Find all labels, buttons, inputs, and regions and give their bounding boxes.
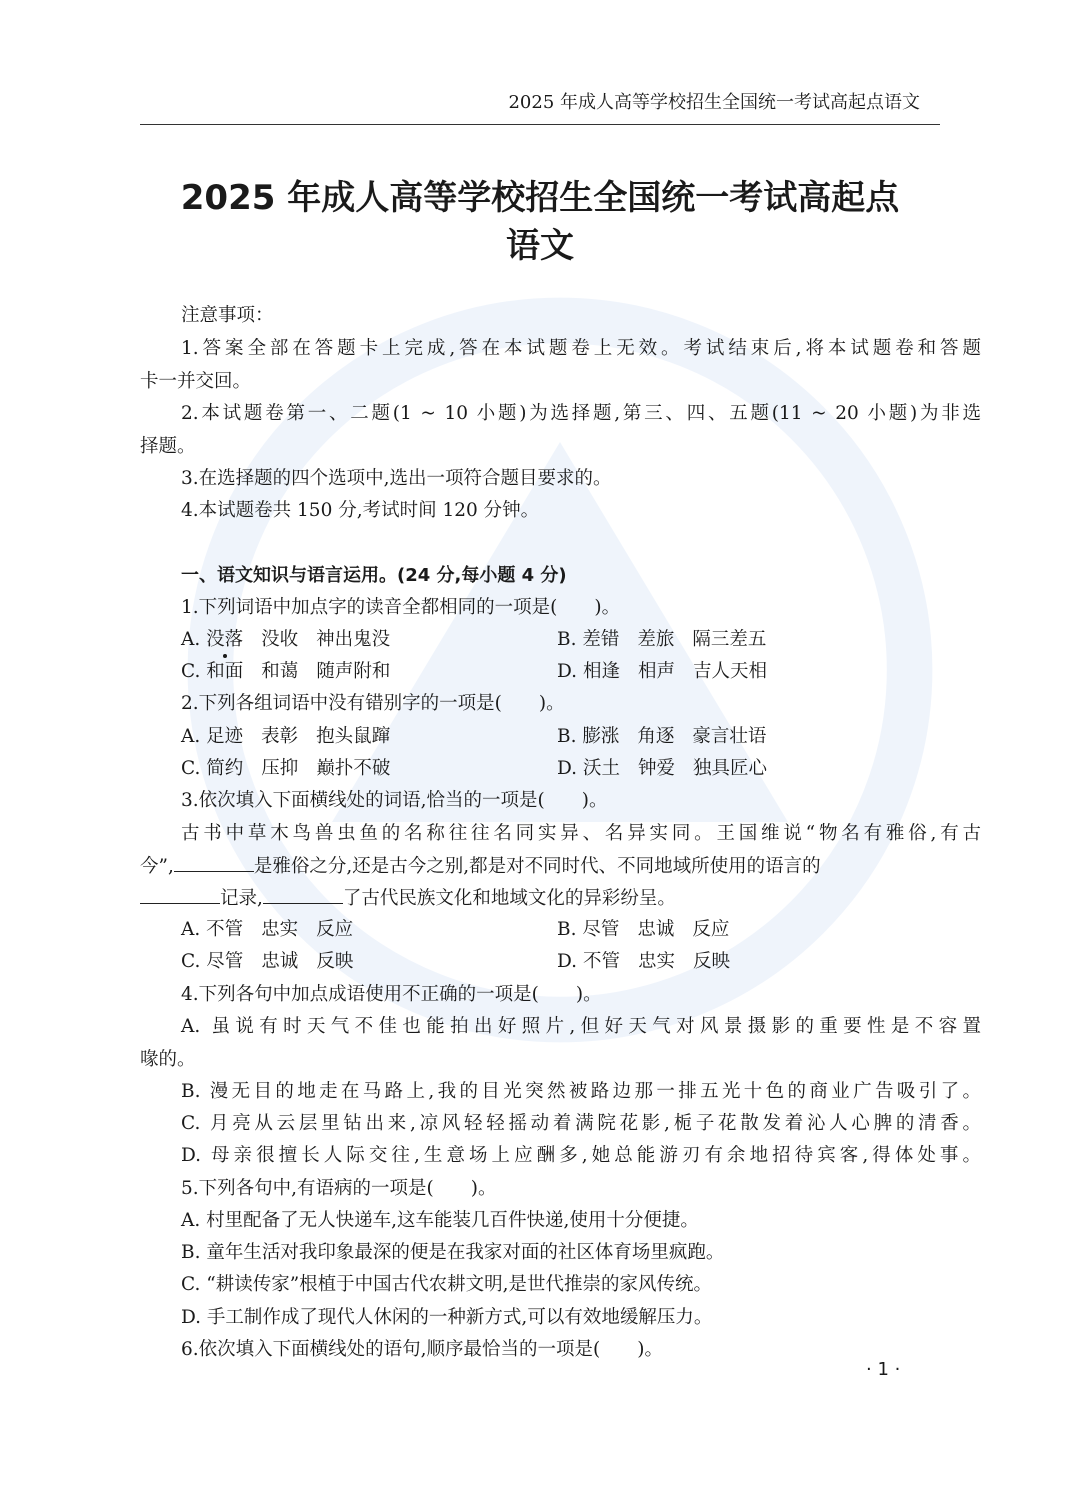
page-title: 2025 年成人高等学校招生全国统一考试高起点 bbox=[180, 178, 900, 218]
running-header: 2025 年成人高等学校招生全国统一考试高起点语文 bbox=[508, 92, 920, 113]
question-3-stem: 3.依次填入下面横线处的词语,恰当的一项是( )。 bbox=[181, 790, 608, 811]
fill-blank bbox=[140, 885, 220, 904]
notice-item-2-line-1: 2.本试题卷第一、二题(1 ~ 10 小题)为选择题,第三、四、五题(11 ~ 20 小题)为非选 bbox=[181, 403, 981, 424]
question-2-option-c: C. 简约 压抑 巅扑不破 bbox=[181, 758, 391, 779]
page-subtitle: 语文 bbox=[506, 226, 574, 266]
word: 没落 bbox=[206, 627, 243, 653]
question-2-option-b: B. 膨涨 角逐 豪言壮语 bbox=[557, 726, 767, 747]
notice-item-2-line-2: 择题。 bbox=[140, 436, 196, 457]
notice-item-1-line-1: 1.答案全部在答题卡上完成,答在本试题卷上无效。考试结束后,将本试题卷和答题 bbox=[181, 338, 981, 359]
question-4-option-c: C. 月亮从云层里钻出来,凉风轻轻摇动着满院花影,栀子花散发着沁人心脾的清香。 bbox=[181, 1113, 981, 1134]
question-1-option-c: C. 和面 和蔼 随声附和 bbox=[181, 661, 391, 682]
question-2-option-a: A. 足迹 表彰 抱头鼠蹿 bbox=[181, 726, 391, 747]
header-divider bbox=[140, 124, 940, 125]
section-1-heading: 一、语文知识与语言运用。(24 分,每小题 4 分) bbox=[181, 565, 567, 586]
question-4-option-d: D. 母亲很擅长人际交往,生意场上应酬多,她总能游刃有余地招待宾客,得体处事。 bbox=[181, 1145, 981, 1166]
question-2-option-d: D. 沃土 钟爱 独具匠心 bbox=[557, 758, 767, 779]
notice-item-4: 4.本试题卷共 150 分,考试时间 120 分钟。 bbox=[181, 500, 540, 521]
question-5-option-c: C. “耕读传家”根植于中国古代农耕文明,是世代推崇的家风传统。 bbox=[181, 1274, 713, 1295]
question-1-option-a: A. 没落 没收 神出鬼没 bbox=[181, 627, 390, 653]
question-1-stem: 1.下列词语中加点字的读音全都相同的一项是( )。 bbox=[181, 597, 621, 618]
question-5-option-b: B. 童年生活对我印象最深的便是在我家对面的社区体育场里疯跑。 bbox=[181, 1242, 725, 1263]
question-3-passage-line-1: 古书中草木鸟兽虫鱼的名称往往名同实异、名异实同。王国维说“物名有雅俗,有古 bbox=[181, 823, 981, 844]
question-1-option-d: D. 相逢 相声 吉人天相 bbox=[557, 661, 767, 682]
notice-heading: 注意事项： bbox=[181, 305, 274, 326]
question-1-option-b: B. 差错 差旅 隔三差五 bbox=[557, 629, 767, 650]
question-3-option-d: D. 不管 忠实 反映 bbox=[557, 951, 730, 972]
question-3-passage-line-3: 记录, 了古代民族文化和地域文化的异彩纷呈。 bbox=[140, 885, 940, 912]
page-number: · 1 · bbox=[866, 1359, 901, 1380]
question-4-option-a-line-2: 喙的。 bbox=[140, 1049, 196, 1070]
question-3-option-c: C. 尽管 忠诚 反映 bbox=[181, 951, 354, 972]
question-5-option-d: D. 手工制作成了现代人休闲的一种新方式,可以有效地缓解压力。 bbox=[181, 1307, 713, 1328]
question-3-option-a: A. 不管 忠实 反应 bbox=[181, 919, 354, 940]
fill-blank bbox=[263, 885, 343, 904]
question-3-passage-line-2: 今”, 是雅俗之分,还是古今之别,都是对不同时代、不同地域所使用的语言的 bbox=[140, 853, 940, 880]
notice-item-3: 3.在选择题的四个选项中,选出一项符合题目要求的。 bbox=[181, 468, 612, 489]
notice-item-1-line-2: 卡一并交回。 bbox=[140, 371, 252, 392]
question-5-stem: 5.下列各句中,有语病的一项是( )。 bbox=[181, 1178, 497, 1199]
question-4-stem: 4.下列各句中加点成语使用不正确的一项是( )。 bbox=[181, 984, 602, 1005]
question-4-option-a-line-1: A. 虽说有时天气不佳也能拍出好照片,但好天气对风景摄影的重要性是不容置 bbox=[181, 1016, 981, 1037]
question-4-option-b: B. 漫无目的地走在马路上,我的目光突然被路边那一排五光十色的商业广告吸引了。 bbox=[181, 1081, 981, 1102]
fill-blank bbox=[174, 853, 254, 872]
question-3-option-b: B. 尽管 忠诚 反应 bbox=[557, 919, 730, 940]
question-5-option-a: A. 村里配备了无人快递车,这车能装几百件快递,使用十分便捷。 bbox=[181, 1210, 699, 1231]
question-2-stem: 2.下列各组词语中没有错别字的一项是( )。 bbox=[181, 693, 565, 714]
question-6-stem: 6.依次填入下面横线处的语句,顺序最恰当的一项是( )。 bbox=[181, 1339, 663, 1360]
